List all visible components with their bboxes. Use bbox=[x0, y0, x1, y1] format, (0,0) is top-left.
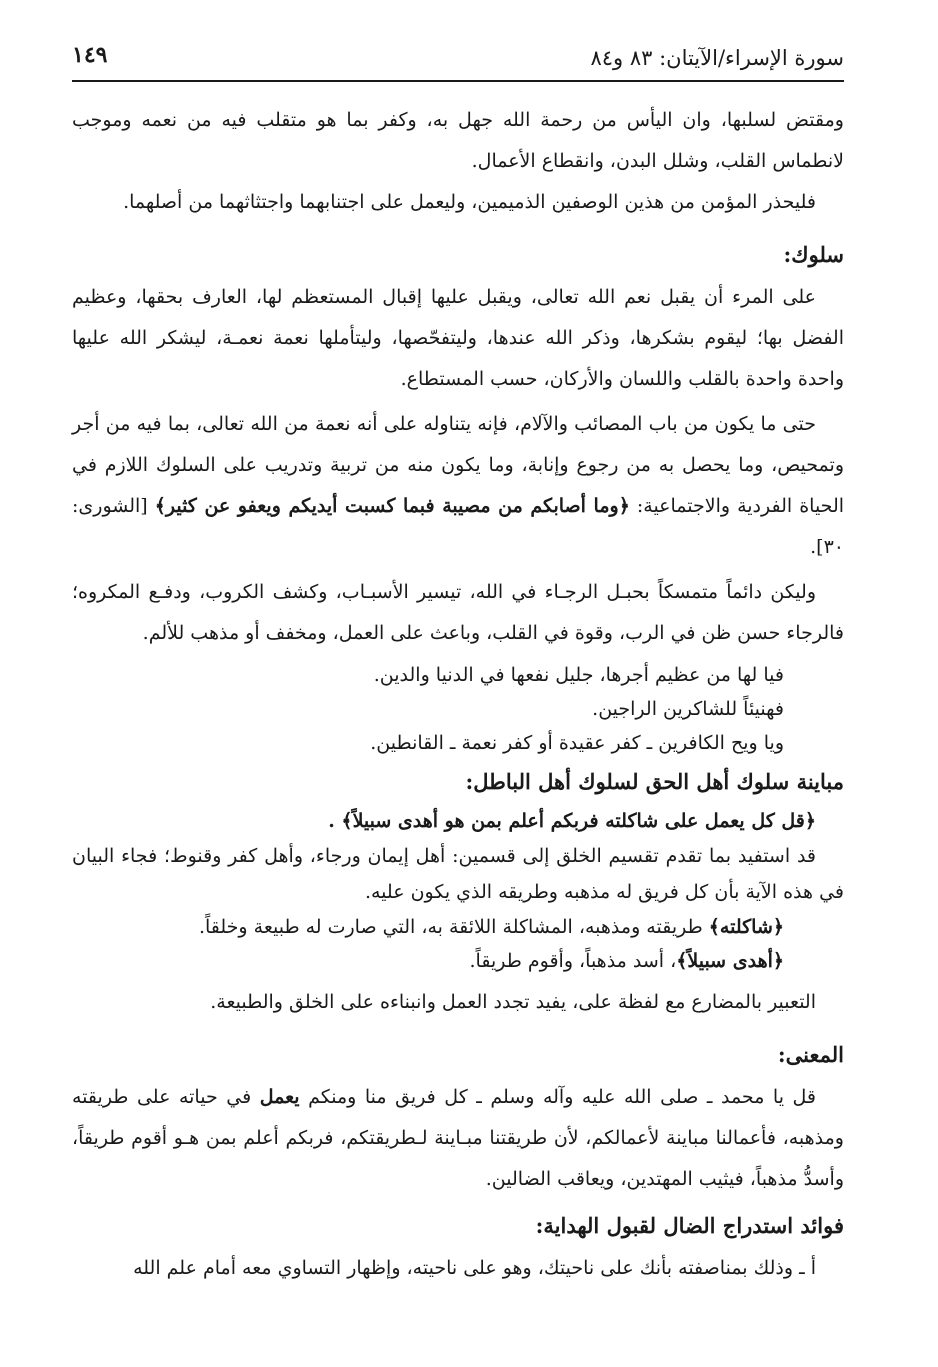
list-line: فيا لها من عظيم أجرها، جليل نفعها في الدنيا والدين. bbox=[373, 664, 784, 686]
paragraph-text: في حياته على طريقته ومذهبه، فأعمالنا مباينة لأعمالكم، لأن طريقتنا مبـاينة لـطريقتكم، فربكم أعلم بمن هـو أقوم طريقاً، وأسدُّ مذهباً، فيثيب المهتدين، ويعاقب الضالين. bbox=[72, 1086, 844, 1190]
paragraph: ومقتض لسلبها، وان اليأس من رحمة الله جهل به، وكفر بما هو متقلب فيه من نعمه وموجب لانطماس القلب، وشلل البدن، وانقطاع الأعمال. bbox=[72, 109, 844, 172]
paragraph: فليحذر المؤمن من هذين الوصفين الذميمين، وليعمل على اجتنابهما واجتثاثهما من أصلهما. bbox=[123, 191, 816, 213]
quran-verse: ﴿قل كل يعمل على شاكلته فربكم أعلم بمن هو أهدى سبيلاً﴾ . bbox=[328, 810, 816, 832]
verse-reference: [الشورى: ٣٠]. bbox=[72, 495, 844, 558]
paragraph-text: حتى ما يكون من باب المصائب والآلام، فإنه يتناوله على أنه نعمة من الله تعالى، بما فيه من أجر وتمحيص، وما يحصل به من رجوع وإنابة، وما يكون منه من تربية وتدريب على السلوك اللازم في الحياة الفردية والاجتماعية: bbox=[72, 413, 845, 517]
exclamation-list bbox=[72, 658, 844, 760]
paragraph: التعبير بالمضارع مع لفظة على، يفيد تجدد العمل وانبناءه على الخلق والطبيعة. bbox=[210, 991, 816, 1013]
page-header bbox=[72, 36, 844, 82]
defined-term: ﴿أهدى سبيلاً﴾ bbox=[676, 950, 784, 972]
definitions bbox=[72, 910, 844, 978]
definition-text: طريقته ومذهبه، المشاكلة اللائقة به، التي صارت له طبيعة وخلقاً. bbox=[198, 916, 709, 938]
list-line: فهنيئاً للشاكرين الراجين. bbox=[592, 698, 784, 720]
definition-text: ، أسد مذهباً، وأقوم طريقاً. bbox=[469, 950, 677, 972]
page-body bbox=[72, 100, 844, 1289]
definition-line bbox=[72, 910, 784, 944]
section-heading-suluk: سلوك: bbox=[783, 242, 844, 267]
paragraph bbox=[72, 404, 844, 568]
paragraph: قد استفيد بما تقدم تقسيم الخلق إلى قسمين: أهل إيمان ورجاء، وأهل كفر وقنوط؛ فجاء البيان في هذه الآية بأن كل فريق له مذهبه وطريقه الذي يكون عليه. bbox=[72, 845, 844, 903]
page-number: ١٤٩ bbox=[72, 42, 108, 68]
quran-verse: ﴿وما أصابكم من مصيبة فبما كسبت أيديكم ويعفو عن كثير﴾ bbox=[154, 495, 630, 517]
section-heading-mana: المعنى: bbox=[777, 1042, 844, 1067]
defined-term: ﴿شاكلته﴾ bbox=[708, 916, 784, 938]
paragraph-text: قل يا محمد ـ صلى الله عليه وآله وسلم ـ كل فريق منا ومنكم bbox=[299, 1086, 816, 1108]
definition-line bbox=[72, 944, 784, 978]
paragraph: وليكن دائماً متمسكاً بحبـل الرجـاء في الله، تيسير الأسبـاب، وكشف الكروب، ودفـع المكروه؛ فالرجاء حسن ظن في الرب، وقوة في القلب، وباعث على العمل، ومخفف أو مذهب للألم. bbox=[72, 581, 844, 644]
list-line: ويا ويح الكافرين ـ كفر عقيدة أو كفر نعمة ـ القانطين. bbox=[370, 732, 784, 754]
paragraph bbox=[72, 1077, 844, 1200]
section-heading-mubayana: مباينة سلوك أهل الحق لسلوك أهل الباطل: bbox=[465, 769, 844, 794]
emphasized-word: يعمل bbox=[259, 1086, 300, 1108]
paragraph: أ ـ وذلك بمناصفته بأنك على ناحيتك، وهو على ناحيته، وإظهار التساوي معه أمام علم الله bbox=[133, 1257, 816, 1279]
running-title: سورة الإسراء/الآيتان: ٨٣ و٨٤ bbox=[590, 46, 844, 70]
paragraph: على المرء أن يقبل نعم الله تعالى، ويقبل عليها إقبال المستعظم لها، العارف بحقها، وعظيم الفضل بها؛ ليقوم بشكرها، وذكر الله عندها، وليتفحّصها، وليتأملها نعمة نعمـة، ليشكر الله عليها واحدة واحدة بالقلب واللسان والأركان، حسب المستطاع. bbox=[72, 286, 844, 390]
section-heading-fawaid: فوائد استدراج الضال لقبول الهداية: bbox=[535, 1213, 844, 1238]
